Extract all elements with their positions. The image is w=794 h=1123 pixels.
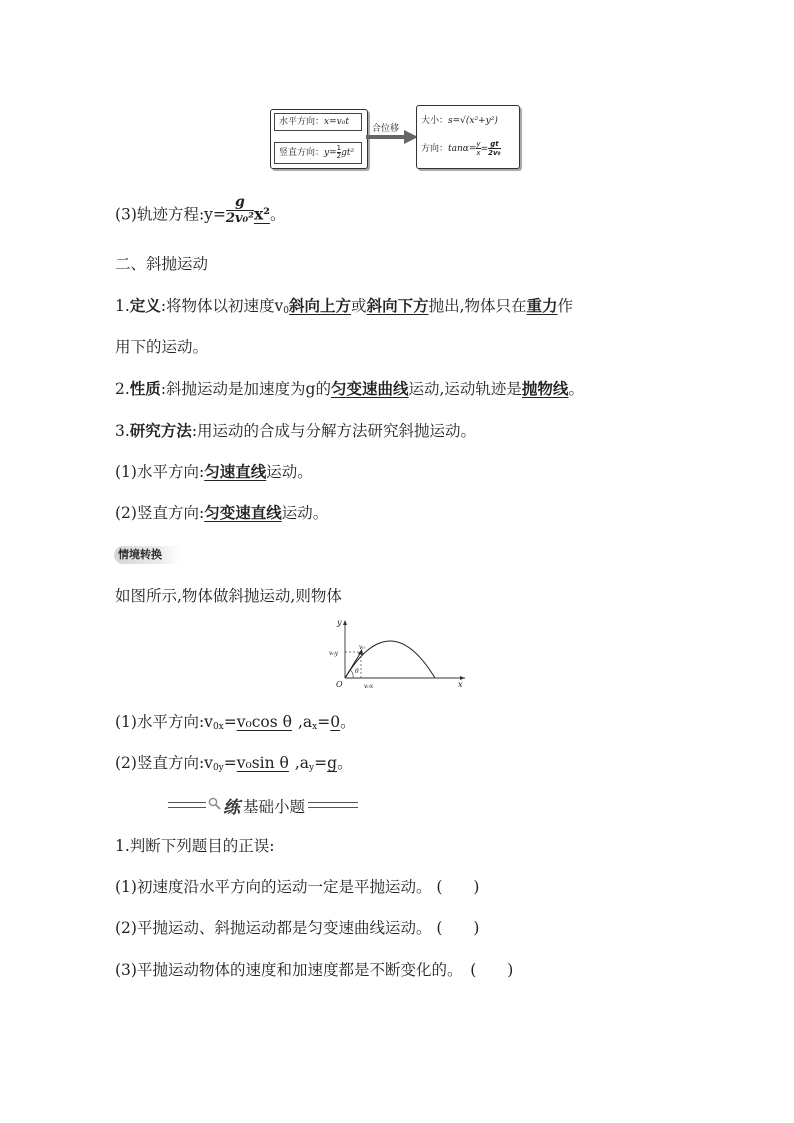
question-item: (1)初速度沿水平方向的运动一定是平抛运动。 ( ) [115,878,480,896]
horizontal-component-box [274,113,362,131]
vertical-formula-suffix: gt² [341,148,355,158]
item-text: (2)竖直方向: [115,504,205,522]
v0-label: v₀ [359,644,365,651]
fraction-denominator: x [476,149,481,157]
item-number: 2. [115,380,130,398]
equals-sign: = [314,754,328,772]
item-number: 3. [115,422,130,440]
trajectory-fraction [226,194,254,227]
y-axis-arrowhead [343,620,347,625]
item-text: 抛出,物体只在 [428,297,527,315]
item-text: (1)水平方向:v [115,713,213,731]
v0y-label: v₀y [329,650,339,657]
fraction-numerator: g [226,194,254,211]
property-line [115,379,584,399]
question-title: 1.判断下列题目的正误: [115,837,275,855]
item-text: ,a [294,754,310,772]
projectile-figure [325,616,470,692]
answer-blank: 斜向上方 [289,296,352,315]
fraction-denominator: 2v₀² [225,211,254,226]
section-title: 二、斜抛运动 [115,255,209,273]
question-item: (3)平抛运动物体的速度和加速度都是不断变化的。 ( ) [115,961,514,979]
fraction-numerator: y [476,140,481,148]
item-text: 运动。 [266,463,313,481]
answer-blank: 重力 [526,296,558,315]
fraction-numerator: 1 [336,144,342,152]
direction-label: 方向： [421,144,449,154]
magnitude-label: 大小： [421,116,449,126]
item-text: (1)水平方向: [115,463,205,481]
item-text: 运动,运动轨迹是 [408,380,522,398]
angle-arc [350,670,353,678]
equals-sign: = [223,754,237,772]
banner-rule-right [308,802,358,808]
item-text: 。 [340,713,356,731]
item-text: 作 [557,297,574,315]
direction-formula-prefix: tanα= [448,144,477,154]
item-label: 研究方法 [129,421,192,440]
horizontal-label: 水平方向： [279,117,325,127]
subscript: 0 [283,306,290,316]
scenario-tag: 情境转换 [114,546,180,564]
item-text: :斜抛运动是加速度为g的 [160,380,331,398]
banner-rule-left [168,802,206,808]
magnifier-icon [208,796,221,809]
subscript: 0y [212,763,224,773]
equals-sign: = [223,713,237,731]
subscript: x [312,722,318,732]
method-vertical [115,503,328,523]
item-text: (2)竖直方向:v [115,754,213,772]
answer-blank: 匀变速曲线 [330,379,409,398]
item-text: :用运动的合成与分解方法研究斜抛运动。 [191,422,477,440]
answer-blank: v₀sin θ [236,754,289,772]
item-text: :将物体以初速度v [160,297,284,315]
theta-label: θ [355,668,359,675]
x-axis-label: x [458,680,463,689]
scenario-text: 如图所示,物体做斜抛运动,则物体 [115,587,342,605]
item-text: ,a [297,713,313,731]
definition-line-2: 用下的运动。 [115,338,209,356]
question-item: (2)平抛运动、斜抛运动都是匀变速曲线运动。 ( ) [115,919,480,937]
fraction-numerator: gt [488,140,501,149]
horizontal-formula: x=v₀t [324,117,349,127]
item-text: 。 [568,380,584,398]
practice-icon: 练 [223,798,240,818]
direction-row: 方向：tanα= $\frac{y}{x}$ = $\frac{gt}{\text{2v₀}}$ [421,140,501,157]
item-text: 运动。 [281,504,329,522]
fraction-denominator: 2v₀ [488,149,501,157]
vertical-label: 竖直方向： [279,148,325,158]
vertical-component-box [274,142,362,164]
definition-line-1 [115,296,573,321]
trajectory-equation [115,194,286,227]
answer-blank: 0 [330,713,341,731]
item-text: 或 [351,297,367,315]
origin-label: O [336,680,343,689]
direction-fraction-gt [488,140,501,157]
answer-blank: 匀变速直线 [204,503,282,522]
practice-banner [168,794,360,818]
method-horizontal [115,462,313,482]
method-line [115,421,476,441]
v0x-label: v₀x [364,683,374,690]
vertical-formula-prefix: y= [324,148,337,158]
answer-blank: 抛物线 [521,379,569,398]
scenario-horizontal [115,712,356,737]
answer-blank: v₀cos θ [236,713,292,731]
item-label: 定义 [129,296,161,315]
trajectory-prefix: (3)轨迹方程:y= [115,205,226,224]
scenario-vertical [115,753,353,778]
y-axis-label: y [337,618,342,627]
magnitude-formula: s=√(x²+y²) [448,116,498,126]
arrow-label: 合位移 [372,124,400,134]
trajectory-answer: x² [253,204,270,224]
subscript: y [309,763,315,773]
magnitude-row [421,113,498,126]
answer-blank: g [327,754,338,772]
subscript: 0x [212,722,224,732]
item-number: 1. [115,297,130,315]
answer-blank: 匀速直线 [204,462,267,481]
item-text: 。 [337,754,353,772]
banner-title: 基础小题 [243,798,306,816]
fraction-denominator: 2 [336,152,342,160]
answer-blank: 斜向下方 [366,296,429,315]
item-label: 性质 [129,379,161,398]
equals-sign: = [317,713,331,731]
trajectory-end: 。 [269,205,286,224]
